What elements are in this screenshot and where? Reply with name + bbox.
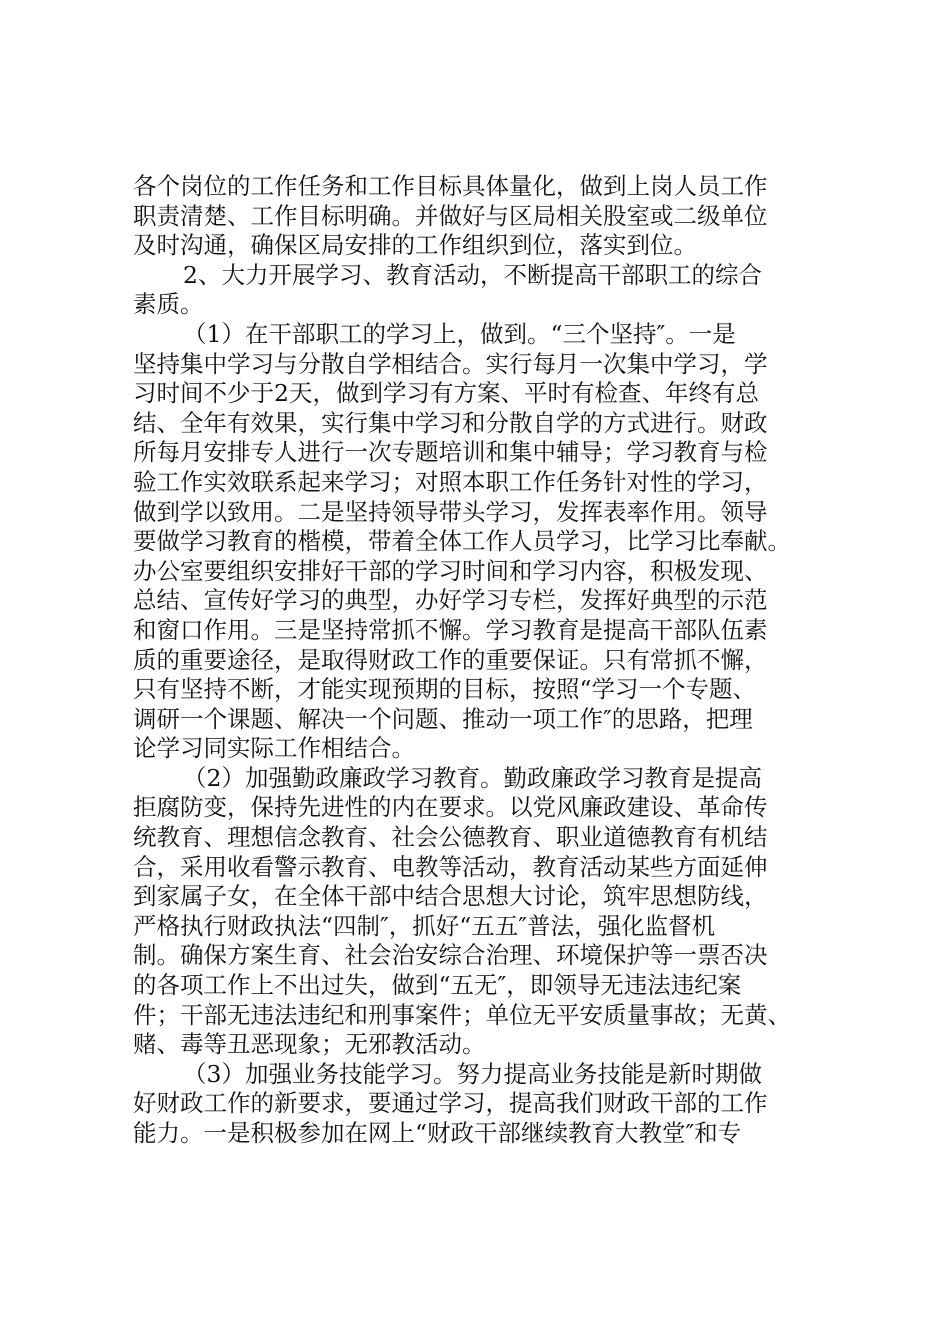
text-line: 严格执行财政执法“四制″，抓好“五五″普法，强化监督机 [133,911,716,940]
text-line: 验工作实效联系起来学习；对照本职工作任务针对性的学习， [133,467,768,496]
text-line: 论学习同实际工作相结合。 [133,734,415,763]
text-line: 赌、毒等丑恶现象；无邪教活动。 [133,1030,486,1059]
paragraph-section-2-heading [133,261,843,320]
text-line: 件；干部无违法违纪和刑事案件；单位无平安质量事故；无黄、 [133,1000,791,1029]
text-line: 只有坚持不断，才能实现预期的目标，按照“学习一个专题、 [133,675,757,704]
text-line: 素质。 [133,290,204,319]
text-line: 所每月安排专人进行一次专题培训和集中辅导；学习教育与检 [133,438,768,467]
text-line: 合，采用收看警示教育、电教等活动，教育活动某些方面延伸 [133,852,768,881]
text-line: 调研一个课题、解决一个问题、推动一项工作″的思路，把理 [133,704,753,733]
text-line: 各个岗位的工作任务和工作目标具体量化，做到上岗人员工作 [133,172,768,200]
text-line: 办公室要组织安排好干部的学习时间和学习内容，积极发现、 [133,556,768,585]
paragraph-item-1-study [133,320,843,764]
text-line: 质的重要途径，是取得财政工作的重要保证。只有常抓不懈， [133,645,768,674]
text-line: 总结、宣传好学习的典型，办好学习专栏，发挥好典型的示范 [133,586,768,615]
text-line: （2）加强勤政廉政学习教育。勤政廉政学习教育是提高 [183,763,762,792]
text-line: 好财政工作的新要求，要通过学习，提高我们财政干部的工作 [133,1089,768,1118]
text-line: 统教育、理想信念教育、社会公德教育、职业道德教育有机结 [133,823,768,852]
text-line: （1）在干部职工的学习上，做到。“三个坚持″。一是 [183,319,736,348]
text-line: 的各项工作上不出过失，做到“五无″，即领导无违法违纪案 [133,971,742,1000]
paragraph-item-2-integrity [133,764,843,1060]
text-line: （3）加强业务技能学习。努力提高业务技能是新时期做 [183,1059,762,1088]
text-line: 坚持集中学习与分散自学相结合。实行每月一次集中学习，学 [133,349,768,378]
text-line: 2、大力开展学习、教育活动，不断提高干部职工的综合 [183,260,762,289]
text-line: 制。确保方案生育、社会治安综合治理、环境保护等一票否决 [133,941,768,970]
text-line: 及时沟通，确保区局安排的工作组织到位，落实到位。 [133,231,697,260]
text-line: 结、全年有效果，实行集中学习和分散自学的方式进行。财政 [133,408,768,437]
paragraph-job-responsibilities [133,172,843,261]
text-line: 到家属子女，在全体干部中结合思想大讨论，筑牢思想防线， [133,882,768,911]
document-body [133,172,843,1149]
text-line: 能力。一是积极参加在网上“财政干部继续教育大教堂″和专 [133,1119,742,1147]
text-line: 职责清楚、工作目标明确。并做好与区局相关股室或二级单位 [133,201,768,230]
text-line: 拒腐防变，保持先进性的内在要求。以党风廉政建设、革命传 [133,793,768,822]
text-line: 要做学习教育的楷模，带着全体工作人员学习，比学习比奉献。 [133,527,791,556]
paragraph-item-3-skills [133,1060,843,1149]
text-line: 做到学以致用。二是坚持领导带头学习，发挥表率作用。领导 [133,497,768,526]
text-line: 和窗口作用。三是坚持常抓不懈。学习教育是提高干部队伍素 [133,615,768,644]
text-line: 习时间不少于2天，做到学习有方案、平时有检查、年终有总 [133,379,759,408]
